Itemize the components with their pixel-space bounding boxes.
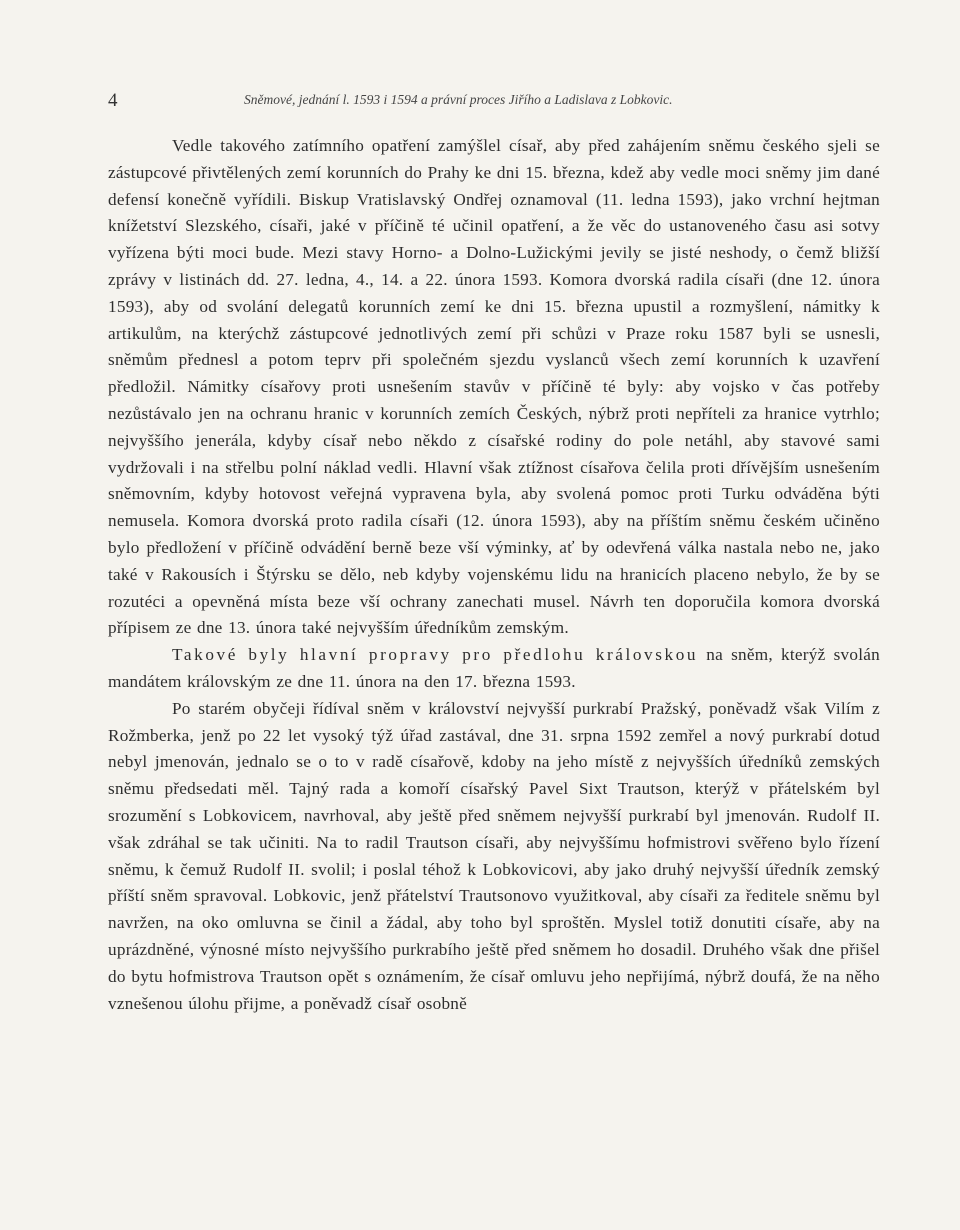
spaced-emphasis: Takové byly hlavní propravy pro předlohu královskou <box>172 645 699 665</box>
running-head: Sněmové, jednání l. 1593 i 1594 a právní proces Jiřího a Ladislava z Lobkovic. <box>244 92 673 107</box>
page-header <box>108 90 880 114</box>
paragraph: Vedle takového zatímního opatření zamýšlel císař, aby před zahájením sněmu českého sjeli se zástupcové přivtělených zemí korunních do Prahy ke dni 15. března, kdež aby vedle moci sněmy jim dané defensí konečně vyřídili. Biskup Vratislavský Ondřej oznamoval (11. ledna 1593), jako vrchní hejtman knížetství Slezského, císaři, jaké v příčině té učinil opatření, a že věc do ustanoveného času asi sotvy vyřízena býti moci bude. Mezi stavy Horno- a Dolno-Lužickými jevily se jisté neshody, o čemž bližší zprávy v listinách dd. 27. ledna, 4., 14. a 22. února 1593. Komora dvorská radila císaři (dne 12. února 1593), aby od svolání delegatů korunních zemí ke dni 15. března upustil a rozmyšlení, námitky k artikulům, na kterýchž zástupcové jednotlivých zemí při schůzi v Praze roku 1587 byli se usnesli, sněmům přednesl a potom teprv při společném sjezdu vyslanců všech zemí korunních k uzavření předložil. Námitky císařovy proti usnešením stavův v příčině té byly: aby vojsko v čas potřeby nezůstávalo jen na ochranu hranic v korunních zemích Českých, nýbrž proti nepříteli za hranice vytrhlo; nejvyššího jenerála, kdyby císař nebo někdo z císařské rodiny do pole netáhl, aby stavové sami vydržovali i na střelbu polní náklad vedli. Hlavní však ztížnost císařova čelila proti dřívějším usnešením sněmovním, kdyby hotovost veřejná vypravena byla, aby svolená pomoc proti Turku odváděna býti nemusela. Komora dvorská proto radila císaři (12. února 1593), aby na příštím sněmu českém učiněno bylo předložení v příčině odvádění berně beze vší výminky, ať by odevřená válka nastala nebo ne, jako také v Rakousích i Štýrsku se dělo, neb kdyby vojenskému lidu na hranicích placeno nebylo, že by se rozutéci a opevněná místa beze vší ochrany zanechati musel. Návrh ten doporučila komora dvorská přípisem ze dne 13. února také nejvyšším úředníkům zemským. <box>108 136 880 638</box>
paragraph <box>108 642 880 696</box>
body-text <box>108 133 880 1017</box>
paragraph-text: na sněm, kterýž svolán mandátem královským ze dne 11. února na den 17. března 1593. <box>108 645 880 691</box>
paragraph: Po starém obyčeji řídíval sněm v království nejvyšší purkrabí Pražský, poněvadž však Vilím z Rožmberka, jenž po 22 let vysoký týž úřad zastával, dne 31. srpna 1592 zemřel a nový purkrabí dotud nebyl jmenován, jednalo se o to v radě císařově, kdoby na jeho místě z nejvyšších úředníků zemských sněmu předsedati měl. Tajný rada a komoří císařský Pavel Sixt Trautson, kterýž v přátelském byl srozumění s Lobkovicem, navrhoval, aby ještě před sněmem nejvyšší purkrabí byl jmenován. Rudolf II. však zdráhal se tak učiniti. Na to radil Trautson císaři, aby nejvyššímu hofmistrovi svěřeno bylo řízení sněmu, k čemuž Rudolf II. svolil; i poslal téhož k Lobkovicovi, aby jako druhý nejvyšší úředník zemský příští sněm spravoval. Lobkovic, jenž přátelství Trautsonovo využitkoval, aby císaři za ředitele sněmu byl navržen, na oko omluvna se činil a žádal, aby toho byl sproštěn. Myslel totiž donutiti císaře, aby na uprázdněné, výnosné místo nejvyššího purkrabího ještě před sněmem ho dosadil. Druhého však dne přišel do bytu hofmistrova Trautson opět s oznámením, že císař omluvu jeho nepřijímá, nýbrž doufá, že na něho vznešenou úlohu přijme, a poněvadž císař osobně <box>108 698 880 1013</box>
page-number: 4 <box>108 90 118 111</box>
